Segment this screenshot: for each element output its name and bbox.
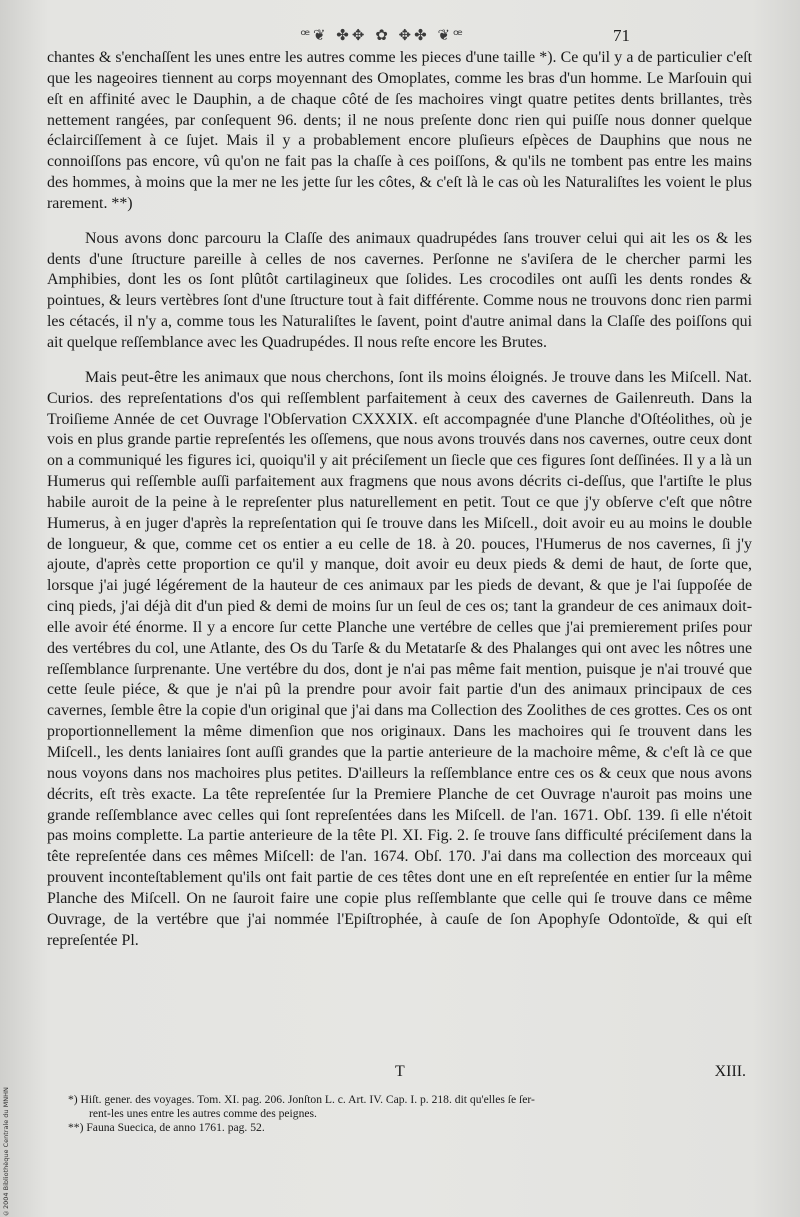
footnote-1-line-1: *) Hiſt. gener. des voyages. Tom. XI. pag. 206. Jonſton L. c. Art. IV. Cap. I. p. 218. dit qu'elles ſe ſer- [68,1093,535,1106]
catchword: XIII. [714,1063,746,1080]
footnote-2 [68,1121,678,1135]
page-header [0,26,800,50]
body-text [47,48,752,965]
paragraph-3: Mais peut-être les animaux que nous cherchons, ſont ils moins éloignés. Je trouve dans les Miſcell. Nat. Curios. des repreſentations d'os qui reſſemblent parfaitement à ceux des cavernes de Gailenreuth. Dans la Troiſieme Année de cet Ouvrage l'Obſervation CXXXIX. eſt accompagnée d'une Planche d'Oſtéolithes, où je vois en plus grande partie repreſentés les oſſemens, que nous avons trouvés dans nos cavernes, outre ceux dont on a communiqué les figures ici, quoiqu'il y ait préciſement un ſiecle que ces figures ſont deſſinées. Il y a là un Humerus qui reſſemble auſſi parfaitement aux fragmens que nous avons décrits ci-deſſus, que l'artiſte le plus habile auroit de la peine à le repreſenter plus naturellement en petit. Tout ce que j'y obſerve c'eſt que nôtre Humerus, à en juger d'après la repreſentation qui ſe trouve dans les Miſcell., doit avoir eu au moins le double de longueur, & que, comme cet os entier a eu celle de 18. à 20. pouces, l'Humerus de nos cavernes, ſi j'y ajoute, d'après cette proportion ce qu'il y manque, doit avoir eu deux pieds & demi de haut, de ſorte que, lorsque j'ai jugé légérement de la hauteur de ces animaux par les pieds de devant, & que je l'ai ſuppoſée de cinq pieds, j'ai déjà dit d'un pied & demi de moins ſur un ſeul de ces os; tant la grandeur de ces animaux doit-elle avoir été énorme. Il y a encore ſur cette Planche une vertébre de celles que j'ai premierement priſes pour des vertébres du col, une Atlante, des Os du Tarſe & du Metatarſe & des Phalanges qui ont avec les nôtres une reſſemblance ſurprenante. Une vertébre du dos, dont je n'ai pas même fait mention, puisque je n'ai trouvé que cette ſeule piéce, & que je n'ai pû la prendre pour avoir fait partie d'un des animaux principaux de ces cavernes, ſemble être la copie d'un original que j'ai dans ma Collection des Zoolithes de ces grottes. Ces os ont proportionnellement la même dimenſion que nos originaux. Dans les machoires qui ſe trouvent dans les Miſcell., les dents laniaires ſont auſſi grandes que la partie anterieure de la machoire même, & c'eſt là ce que nous voyons dans nos machoires plus petites. D'ailleurs la reſſemblance entre ces os & ceux que nous avons décrits, eſt très exacte. La tête repreſentée ſur la Premiere Planche de cet Ouvrage n'auroit pas moins une grande reſſemblance avec celles qui ſont repreſentées dans les Miſcell. de l'an. 1671. Obſ. 139. ſi elle n'étoit pas moins complette. La partie anterieure de la tête Pl. XI. Fig. 2. ſe trouve ſans difficulté préciſement dans la tête repreſentée dans ces mêmes Miſcell: de l'an. 1674. Obſ. 170. J'ai dans ma collection des morceaux qui prouvent inconteſtablement qu'ils ont fait partie de ces têtes dont une en eſt repreſentée en entier ſur la même Planche des Miſcell. On ne ſauroit faire une copie plus reſſemblante que celle qui ſe trouve dans ce même Ouvrage, de la vertébre que j'ai nommée l'Epiſtrophée, à cauſe de ſon Apophyſe Odontoïde, & qui eſt repreſentée Pl. [47,368,752,949]
paragraph-1: chantes & s'enchaſſent les unes entre les autres comme les pieces d'une taille *). Ce qu'il y a de particulier c'eſt que les nageoires tiennent au corps moyennant des Omoplates, comme les bras d'un homme. Le Marſouin qui eſt en affinité avec le Dauphin, a de chaque côté de ſes machoires vingt quatre petites dents brillantes, très nettement rangées, par conſequent 96. dents; il ne nous preſente donc rien qui puiſſe nous donner quelque éclairciſſement à ce ſujet. Mais il y a probablement encore pluſieurs eſpèces de Dauphins que nous ne connoiſſons pas encore, vû qu'on ne fait pas la chaſſe à ces poiſſons, & qu'ils ne tombent pas entre les mains des hommes, à moins que la mer ne les jette ſur les côtes, & c'eſt là le cas où les Naturaliſtes les voient le plus rarement. **) [47,49,752,212]
footnote-1 [68,1093,678,1121]
footnote-1-line-2: rent-les unes entre les autres comme des peignes. [89,1107,317,1120]
signature-mark: T [395,1063,405,1080]
signature-line [47,1063,752,1083]
footnotes [68,1093,678,1135]
header-ornament: ꟹ❦ ✤✥ ✿ ✥✤ ❦ꟹ [300,26,466,44]
page-number: 71 [613,26,630,45]
paragraph-2: Nous avons donc parcouru la Claſſe des animaux quadrupédes ſans trouver celui qui ait les os & les dents d'une ſtructure pareille à celles de nos cavernes. Perſonne ne s'aviſera de le chercher parmi les Amphibies, dont les os ſont plûtôt cartilagineux que ſolides. Les crocodiles ont auſſi les dents rondes & pointues, & leurs vertèbres ſont d'une ſtructure tout à fait différente. Comme nous ne trouvons donc rien parmi les cétacés, il n'y a, comme tous les Naturaliſtes le ſavent, point d'autre animal dans la Claſſe des poiſſons qui ait quelque reſſemblance avec les Quadrupédes. Il nous reſte encore les Brutes. [47,229,752,351]
footnote-2-line-1: **) Fauna Suecica, de anno 1761. pag. 52. [68,1121,265,1134]
library-credit: ©2004 Bibliothèque Centrale du MNHN [2,1087,10,1217]
